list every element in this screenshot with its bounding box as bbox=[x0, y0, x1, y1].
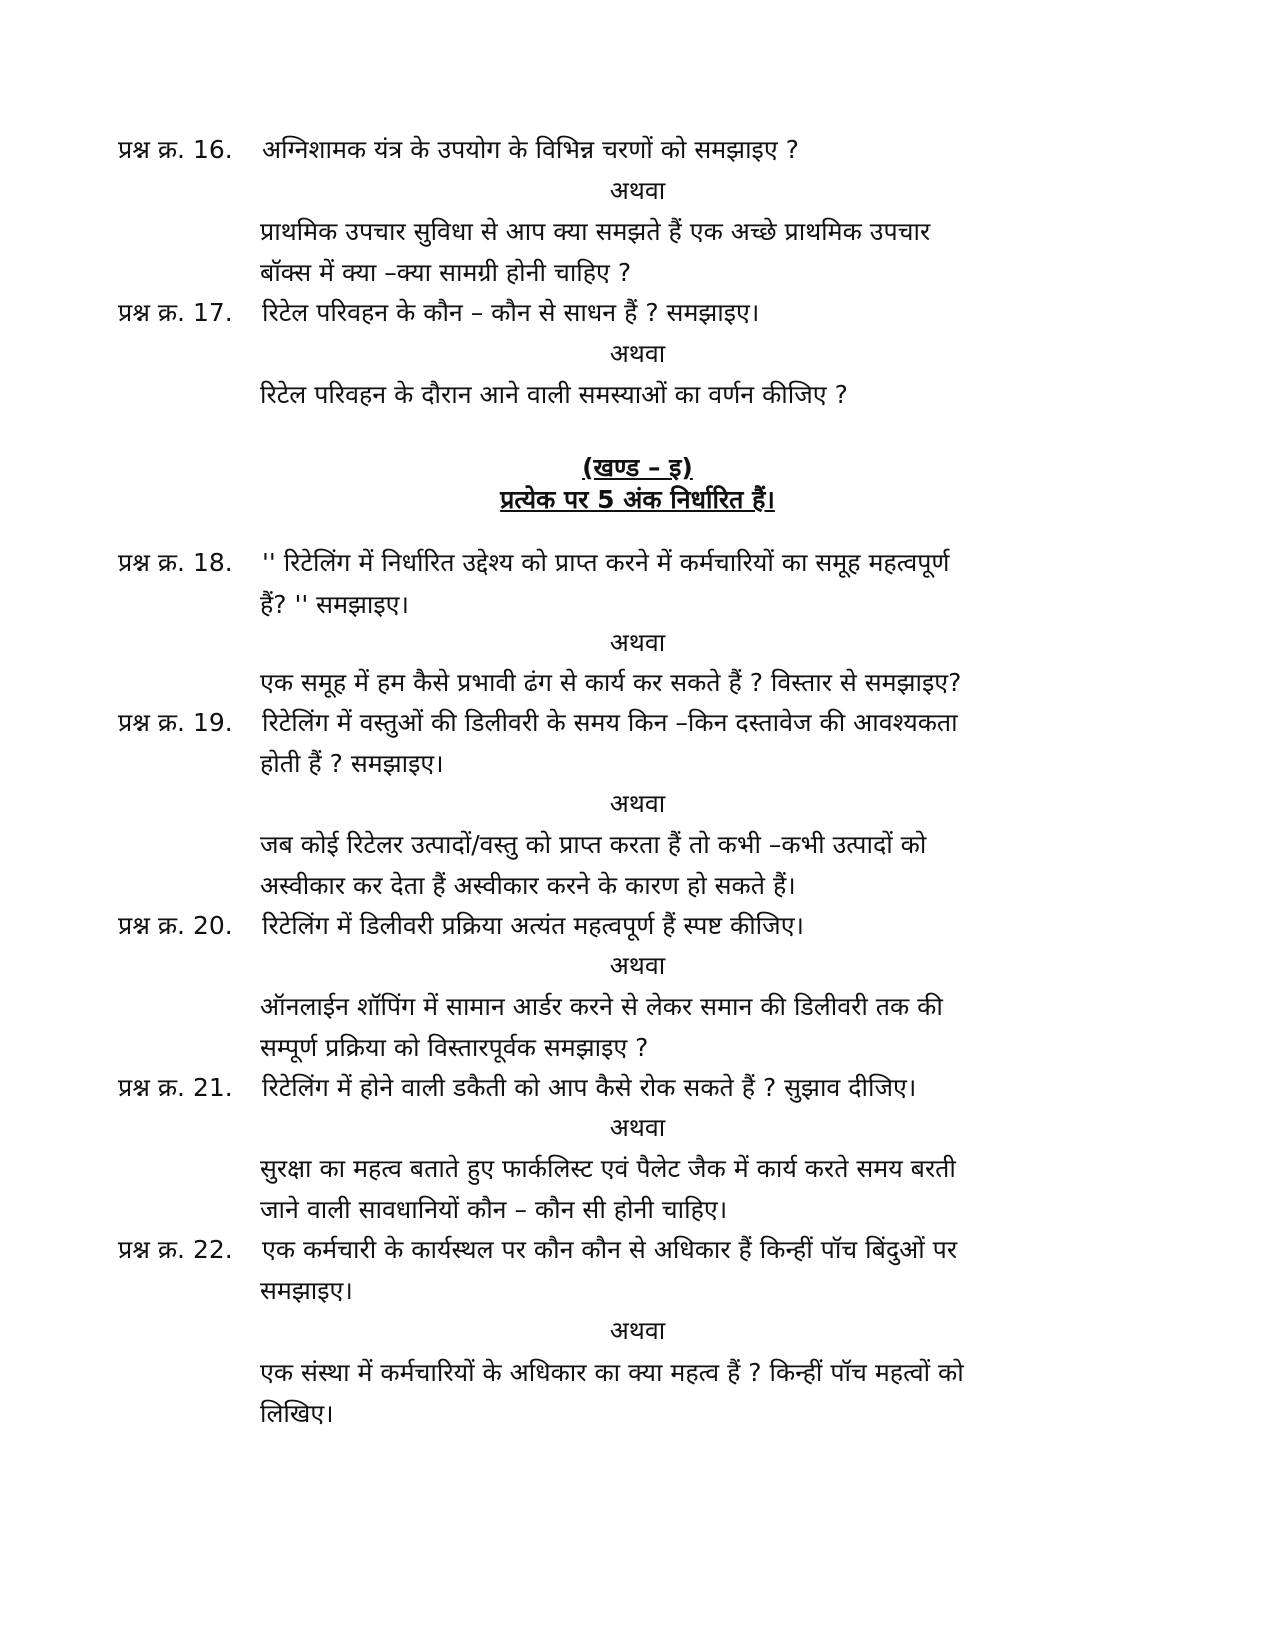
section-title: (खण्ड – इ) bbox=[582, 453, 693, 482]
question-19-alt-line-1: जब कोई रिटेलर उत्पादों/वस्तु को प्राप्त करता हैं तो कभी –कभी उत्पादों को bbox=[260, 830, 927, 859]
question-20-label: प्रश्न क्र. 20. bbox=[118, 911, 233, 940]
question-22-label: प्रश्न क्र. 22. bbox=[118, 1235, 233, 1264]
section-marks: प्रत्येक पर 5 अंक निर्धारित हैं। bbox=[500, 485, 775, 514]
question-16-text: अग्निशामक यंत्र के उपयोग के विभिन्न चरणों को समझाइए ? bbox=[262, 135, 799, 164]
question-16-label: प्रश्न क्र. 16. bbox=[118, 135, 233, 164]
question-21-label: प्रश्न क्र. 21. bbox=[118, 1073, 233, 1102]
question-20-alt-line-1: ऑनलाईन शॉपिंग में सामान आर्डर करने से लेकर समान की डिलीवरी तक की bbox=[260, 992, 943, 1021]
question-18-text-line-2: हैं? '' समझाइए। bbox=[260, 590, 409, 619]
question-21-alt-line-2: जाने वाली सावधानियों कौन – कौन सी होनी चाहिए। bbox=[260, 1195, 728, 1224]
question-19-or: अथवा bbox=[609, 789, 666, 818]
question-21-alt-line-1: सुरक्षा का महत्व बताते हुए फार्कलिस्ट एवं पैलेट जैक में कार्य करते समय बरती bbox=[260, 1154, 956, 1183]
question-22-alt-line-2: लिखिए। bbox=[260, 1399, 334, 1428]
question-20-alt-line-2: सम्पूर्ण प्रक्रिया को विस्तारपूर्वक समझाइए ? bbox=[260, 1033, 649, 1062]
question-21-text: रिटेलिंग में होने वाली डकैती को आप कैसे रोक सकते हैं ? सुझाव दीजिए। bbox=[262, 1073, 917, 1102]
question-16-or: अथवा bbox=[609, 176, 666, 205]
question-18-or: अथवा bbox=[609, 628, 666, 657]
question-16-alt-line-2: बॉक्स में क्या –क्या सामग्री होनी चाहिए ? bbox=[260, 258, 632, 287]
question-17-label: प्रश्न क्र. 17. bbox=[118, 298, 233, 327]
question-17-text: रिटेल परिवहन के कौन – कौन से साधन हैं ? समझाइए। bbox=[262, 298, 760, 327]
question-22-or: अथवा bbox=[609, 1316, 666, 1345]
question-18-text-line-1: '' रिटेलिंग में निर्धारित उद्देश्य को प्राप्त करने में कर्मचारियों का समूह महत्वपूर्ण bbox=[262, 548, 950, 577]
question-22-alt-line-1: एक संस्था में कर्मचारियों के अधिकार का क्या महत्व हैं ? किन्हीं पॉच महत्वों को bbox=[260, 1358, 964, 1387]
question-17-or: अथवा bbox=[609, 339, 666, 368]
question-18-alt-line-1: एक समूह में हम कैसे प्रभावी ढंग से कार्य कर सकते हैं ? विस्तार से समझाइए? bbox=[260, 668, 962, 697]
question-18-label: प्रश्न क्र. 18. bbox=[118, 548, 233, 577]
question-17-alt-line-1: रिटेल परिवहन के दौरान आने वाली समस्याओं का वर्णन कीजिए ? bbox=[260, 380, 848, 409]
question-16-alt-line-1: प्राथमिक उपचार सुविधा से आप क्या समझते हैं एक अच्छे प्राथमिक उपचार bbox=[260, 217, 931, 246]
question-22-text-line-1: एक कर्मचारी के कार्यस्थल पर कौन कौन से अधिकार हैं किन्हीं पॉच बिंदुओं पर bbox=[262, 1235, 958, 1264]
question-19-text-line-1: रिटेलिंग में वस्तुओं की डिलीवरी के समय किन –किन दस्तावेज की आवश्यकता bbox=[262, 708, 958, 737]
question-19-text-line-2: होती हैं ? समझाइए। bbox=[260, 749, 444, 778]
question-20-or: अथवा bbox=[609, 951, 666, 980]
question-22-text-line-2: समझाइए। bbox=[260, 1276, 353, 1305]
question-19-alt-line-2: अस्वीकार कर देता हैं अस्वीकार करने के कारण हो सकते हैं। bbox=[260, 871, 796, 900]
question-20-text: रिटेलिंग में डिलीवरी प्रक्रिया अत्यंत महत्वपूर्ण हैं स्पष्ट कीजिए। bbox=[262, 911, 805, 940]
question-21-or: अथवा bbox=[609, 1113, 666, 1142]
question-19-label: प्रश्न क्र. 19. bbox=[118, 708, 233, 737]
